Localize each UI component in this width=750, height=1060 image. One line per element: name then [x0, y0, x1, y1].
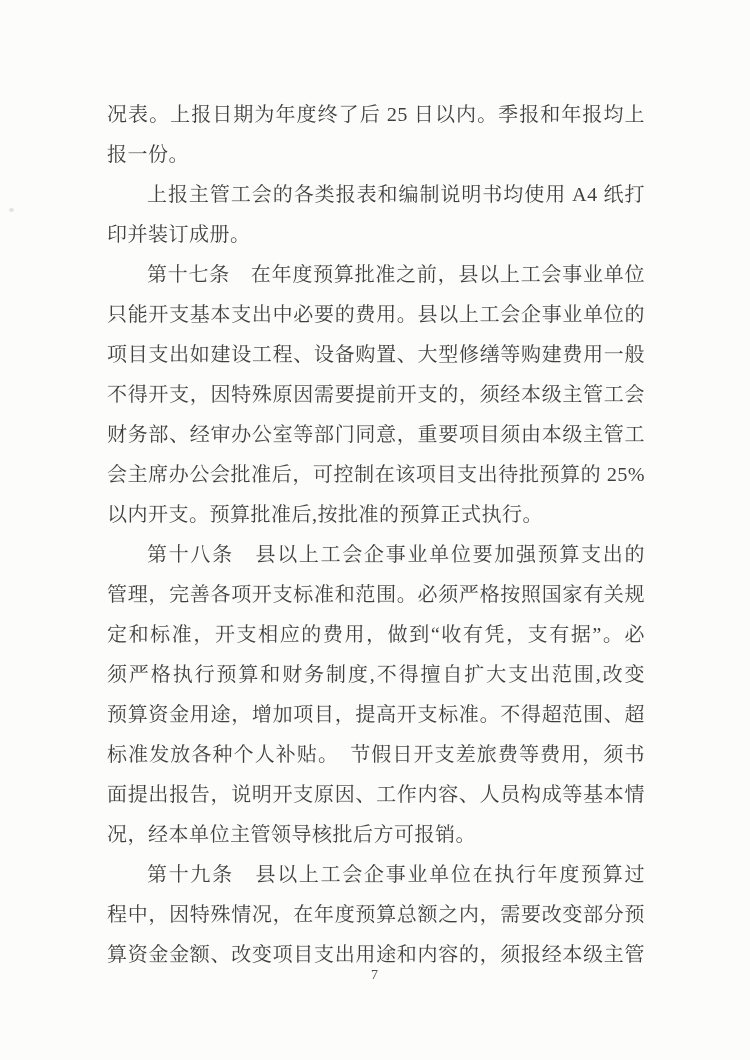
text-line: 以内开支。预算批准后,按批准的预算正式执行。 [107, 504, 543, 526]
text-line: 预算资金用途，增加项目，提高开支标准。不得超范围、超 [107, 704, 645, 726]
text-line: 面提出报告，说明开支原因、工作内容、人员构成等基本情 [107, 784, 645, 806]
text-line: 况表。上报日期为年度终了后 25 日以内。季报和年报均上 [107, 104, 645, 126]
text-line: 第十九条 县以上工会企事业单位在执行年度预算过 [147, 864, 645, 886]
text-line: 须严格执行预算和财务制度,不得擅自扩大支出范围,改变 [107, 664, 645, 686]
text-line: 印并装订成册。 [107, 224, 251, 246]
text-line: 会主席办公会批准后，可控制在该项目支出待批预算的 25% [107, 464, 645, 486]
text-line: 只能开支基本支出中必要的费用。县以上工会企事业单位的 [107, 304, 645, 326]
paragraph [107, 95, 645, 175]
paragraph [107, 255, 645, 535]
text-line: 第十八条 县以上工会企事业单位要加强预算支出的 [147, 544, 645, 566]
text-line: 定和标准，开支相应的费用，做到“收有凭，支有据”。必 [107, 624, 645, 646]
text-line: 不得开支，因特殊原因需要提前开支的，须经本级主管工会 [107, 384, 645, 406]
text-line: 上报主管工会的各类报表和编制说明书均使用 A4 纸打 [147, 184, 645, 206]
text-line: 管理，完善各项开支标准和范围。必须严格按照国家有关规 [107, 584, 645, 606]
text-line: 财务部、经审办公室等部门同意，重要项目须由本级主管工 [107, 424, 645, 446]
text-line: 程中，因特殊情况，在年度预算总额之内，需要改变部分预 [107, 904, 645, 926]
text-line: 项目支出如建设工程、设备购置、大型修缮等购建费用一般 [107, 344, 645, 366]
scan-speck [113, 318, 117, 321]
text-line: 报一份。 [107, 144, 189, 166]
text-line: 第十七条 在年度预算批准之前，县以上工会事业单位 [147, 264, 645, 286]
text-line: 标准发放各种个人补贴。 节假日开支差旅费等费用，须书 [107, 744, 645, 766]
text-line: 况，经本单位主管领导核批后方可报销。 [107, 824, 476, 846]
document-body [107, 95, 645, 975]
text-line: 算资金金额、改变项目支出用途和内容的，须报经本级主管 [107, 944, 645, 966]
paragraph [107, 855, 645, 975]
page-number: 7 [371, 968, 379, 983]
paragraph [107, 175, 645, 255]
scan-speck [9, 208, 14, 212]
paragraph [107, 535, 645, 855]
